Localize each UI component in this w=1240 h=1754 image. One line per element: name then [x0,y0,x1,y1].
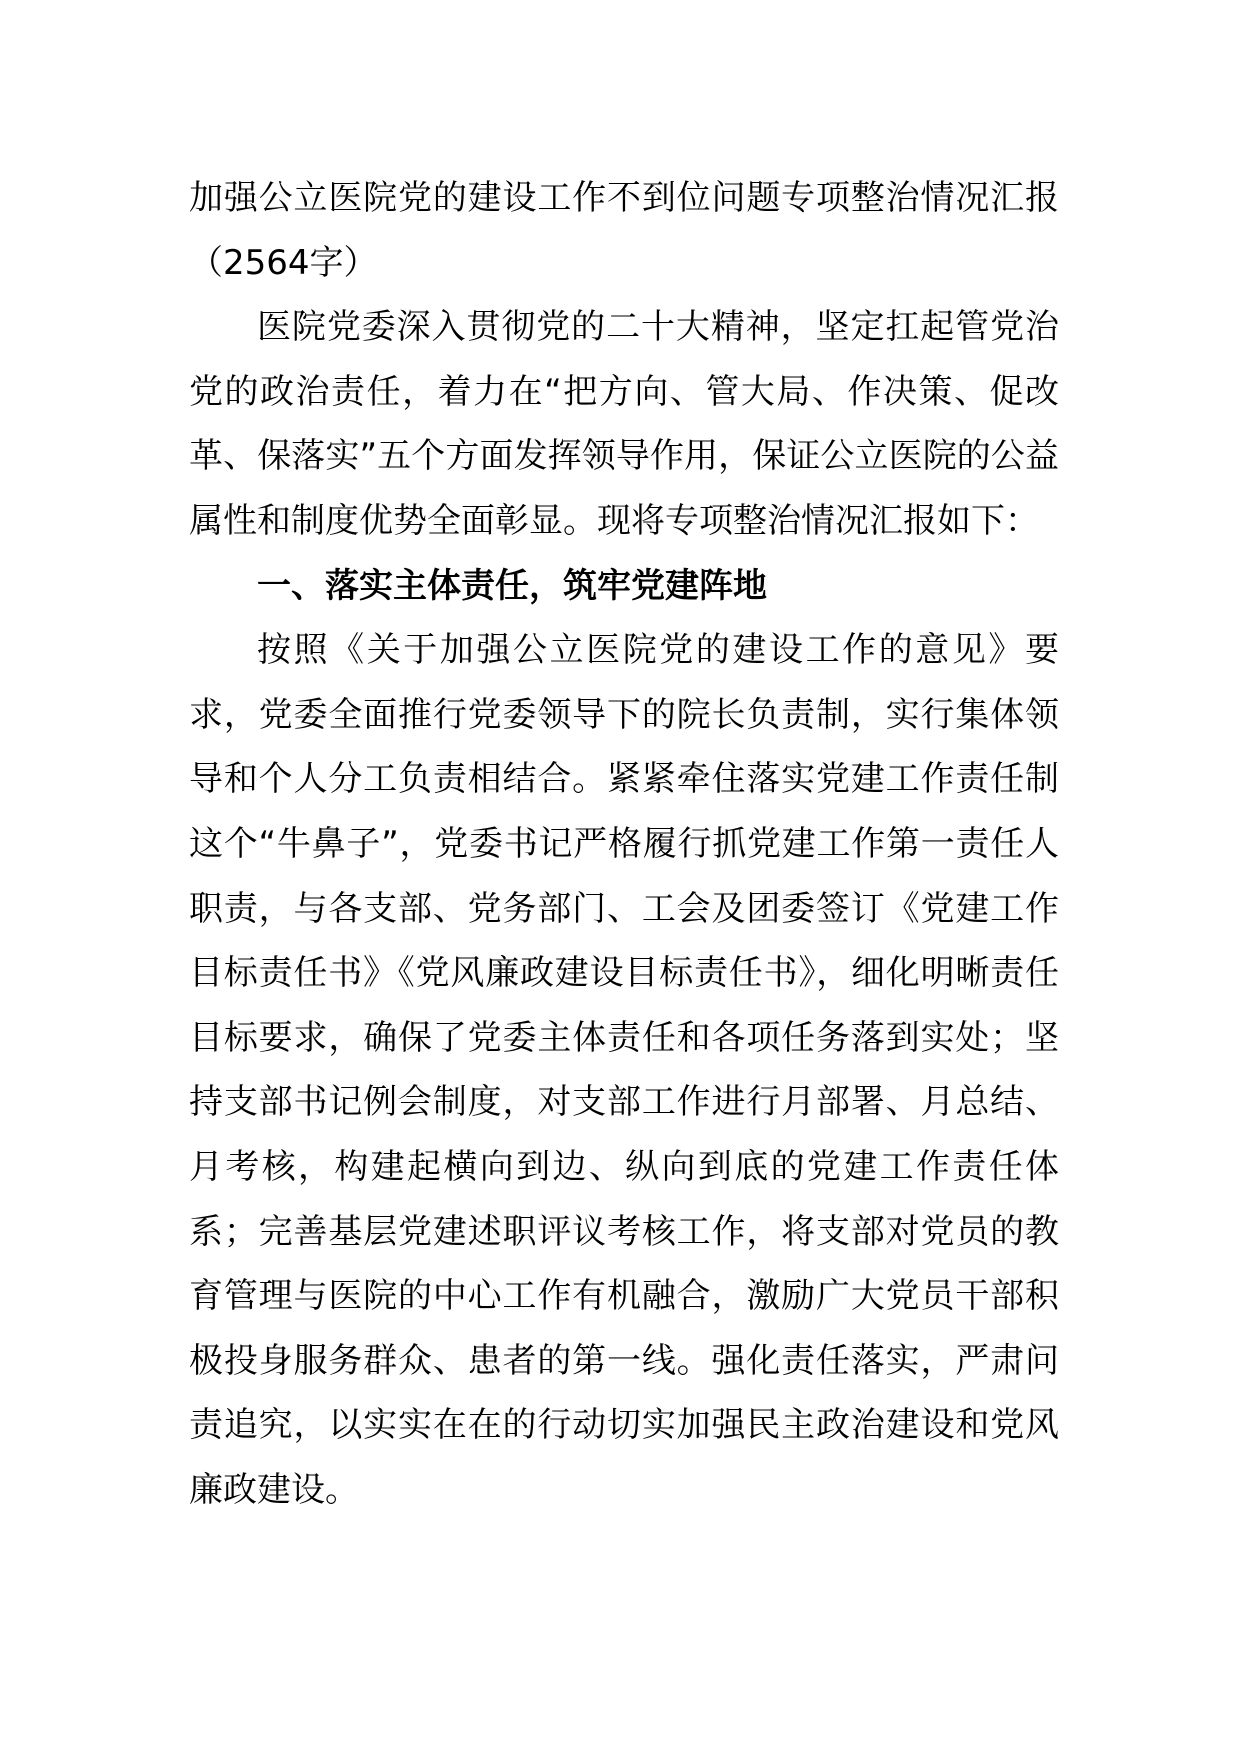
title-text: 加强公立医院党的建设工作不到位问题专项整治情况汇报 [189,178,1059,218]
section-1-paragraph: 按照《关于加强公立医院党的建设工作的意见》要求，党委全面推行党委领导下的院长负责制，实行集体领导和个人分工负责相结合。紧紧牵住落实党建工作责任制这个“牛鼻子”，党委书记严格履行抓党建工作第一责任人职责，与各支部、党务部门、工会及团委签订《党建工作目标责任书》《党风廉政建设目标责任书》，细化明晰责任目标要求，确保了党委主体责任和各项任务落到实处；坚持支部书记例会制度，对支部工作进行月部署、月总结、月考核，构建起横向到边、纵向到底的党建工作责任体系；完善基层党建述职评议考核工作，将支部对党员的教育管理与医院的中心工作有机融合，激励广大党员干部积极投身服务群众、患者的第一线。强化责任落实，严肃问责追究，以实实在在的行动切实加强民主政治建设和党风廉政建设。 [189,630,1059,1510]
intro-paragraph: 医院党委深入贯彻党的二十大精神，坚定扛起管党治党的政治责任，着力在“把方向、管大局、作决策、促改革、保落实”五个方面发挥领导作用，保证公立医院的公益属性和制度优势全面彰显。现将专项整治情况汇报如下： [189,307,1059,541]
document-body [189,166,1059,1522]
word-count: （2564字） [189,242,378,283]
document-title [189,166,1059,295]
section-1-heading: 一、落实主体责任，筑牢党建阵地 [257,565,767,606]
